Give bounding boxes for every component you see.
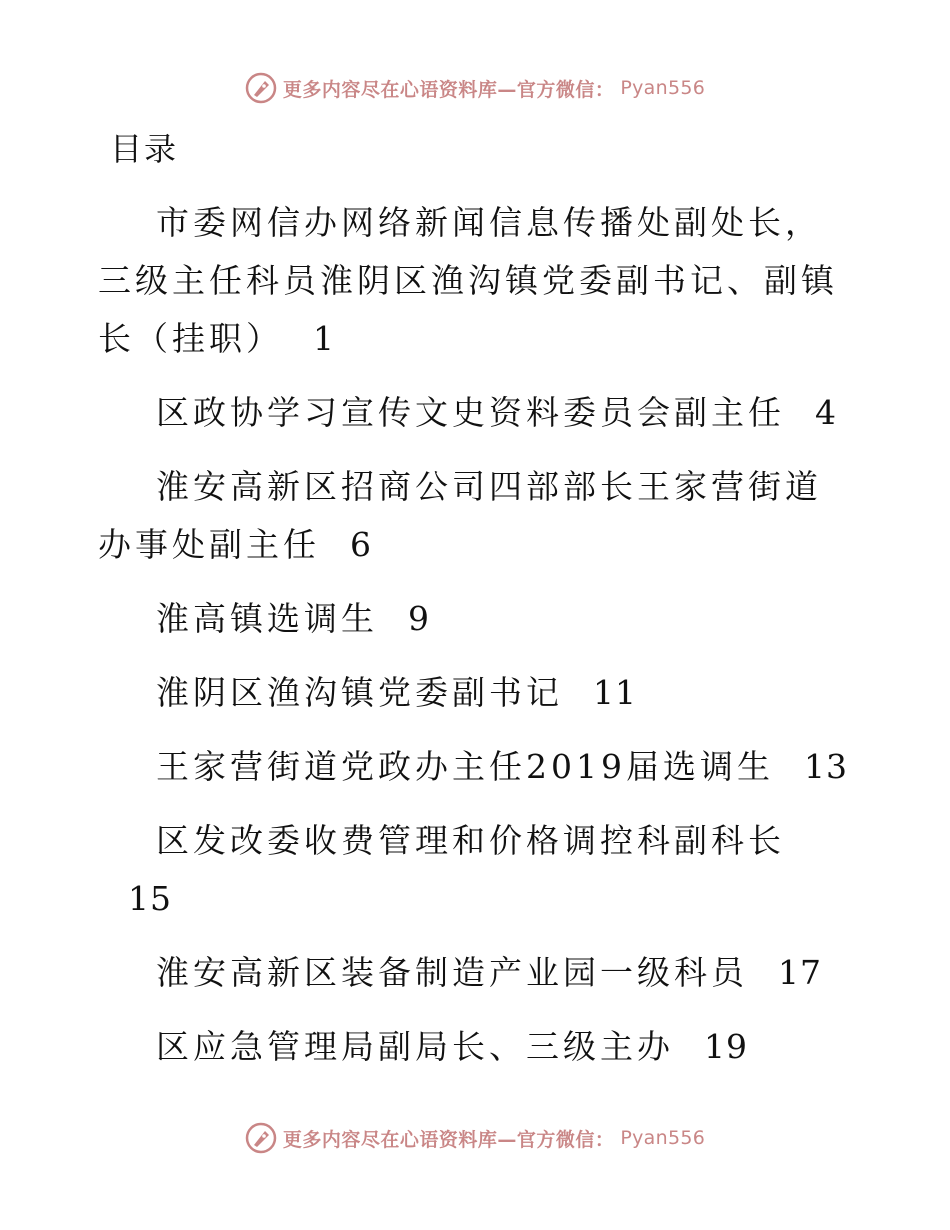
toc-entry-title: 区应急管理局副局长、三级主办 bbox=[156, 1027, 674, 1066]
watermark-wechat-id: Pyan556 bbox=[620, 77, 706, 99]
toc-entry[interactable] bbox=[98, 590, 858, 648]
watermark-text: 更多内容尽在心语资料库—官方微信： bbox=[282, 1128, 615, 1151]
toc-entry-page: 4 bbox=[815, 393, 837, 432]
toc-entry[interactable] bbox=[98, 664, 858, 722]
toc-entry[interactable] bbox=[98, 1018, 858, 1076]
toc-entry-page: 9 bbox=[408, 599, 430, 638]
pen-nib-logo-icon bbox=[245, 72, 277, 104]
toc-entry-title: 区发改委收费管理和价格调控科副科长 bbox=[156, 821, 785, 860]
watermark-text: 更多内容尽在心语资料库—官方微信： bbox=[282, 78, 615, 101]
toc-entry[interactable] bbox=[98, 384, 858, 442]
toc-entry[interactable] bbox=[98, 458, 858, 574]
table-of-contents bbox=[98, 194, 858, 1092]
toc-entry-title: 淮高镇选调生 bbox=[156, 599, 378, 638]
toc-entry-page: 11 bbox=[593, 673, 637, 712]
watermark-wechat-id: Pyan556 bbox=[620, 1127, 706, 1149]
toc-entry-title: 淮安高新区装备制造产业园一级科员 bbox=[156, 953, 748, 992]
toc-entry-page: 15 bbox=[128, 879, 172, 918]
toc-entry-page: 17 bbox=[778, 953, 822, 992]
toc-entry-page: 1 bbox=[313, 319, 335, 358]
toc-entry[interactable] bbox=[98, 944, 858, 1002]
toc-entry[interactable] bbox=[98, 812, 858, 928]
toc-entry[interactable] bbox=[98, 738, 858, 796]
toc-entry-title: 淮安高新区招商公司四部部长王家营街道办事处副主任 bbox=[98, 467, 822, 564]
pen-nib-logo-icon bbox=[245, 1122, 277, 1154]
toc-entry[interactable] bbox=[98, 194, 858, 368]
toc-entry-title: 市委网信办网络新闻信息传播处副处长，三级主任科员淮阴区渔沟镇党委副书记、副镇长（挂职） bbox=[98, 203, 838, 358]
toc-entry-page: 6 bbox=[350, 525, 372, 564]
footer-watermark bbox=[0, 1122, 950, 1154]
toc-entry-page: 19 bbox=[704, 1027, 748, 1066]
page-title: 目录 bbox=[110, 130, 179, 168]
toc-entry-title: 区政协学习宣传文史资料委员会副主任 bbox=[156, 393, 785, 432]
toc-entry-title: 淮阴区渔沟镇党委副书记 bbox=[156, 673, 563, 712]
toc-entry-page: 13 bbox=[803, 747, 848, 786]
toc-entry-title: 王家营街道党政办主任2019届选调生 bbox=[156, 747, 774, 786]
header-watermark bbox=[0, 72, 950, 104]
